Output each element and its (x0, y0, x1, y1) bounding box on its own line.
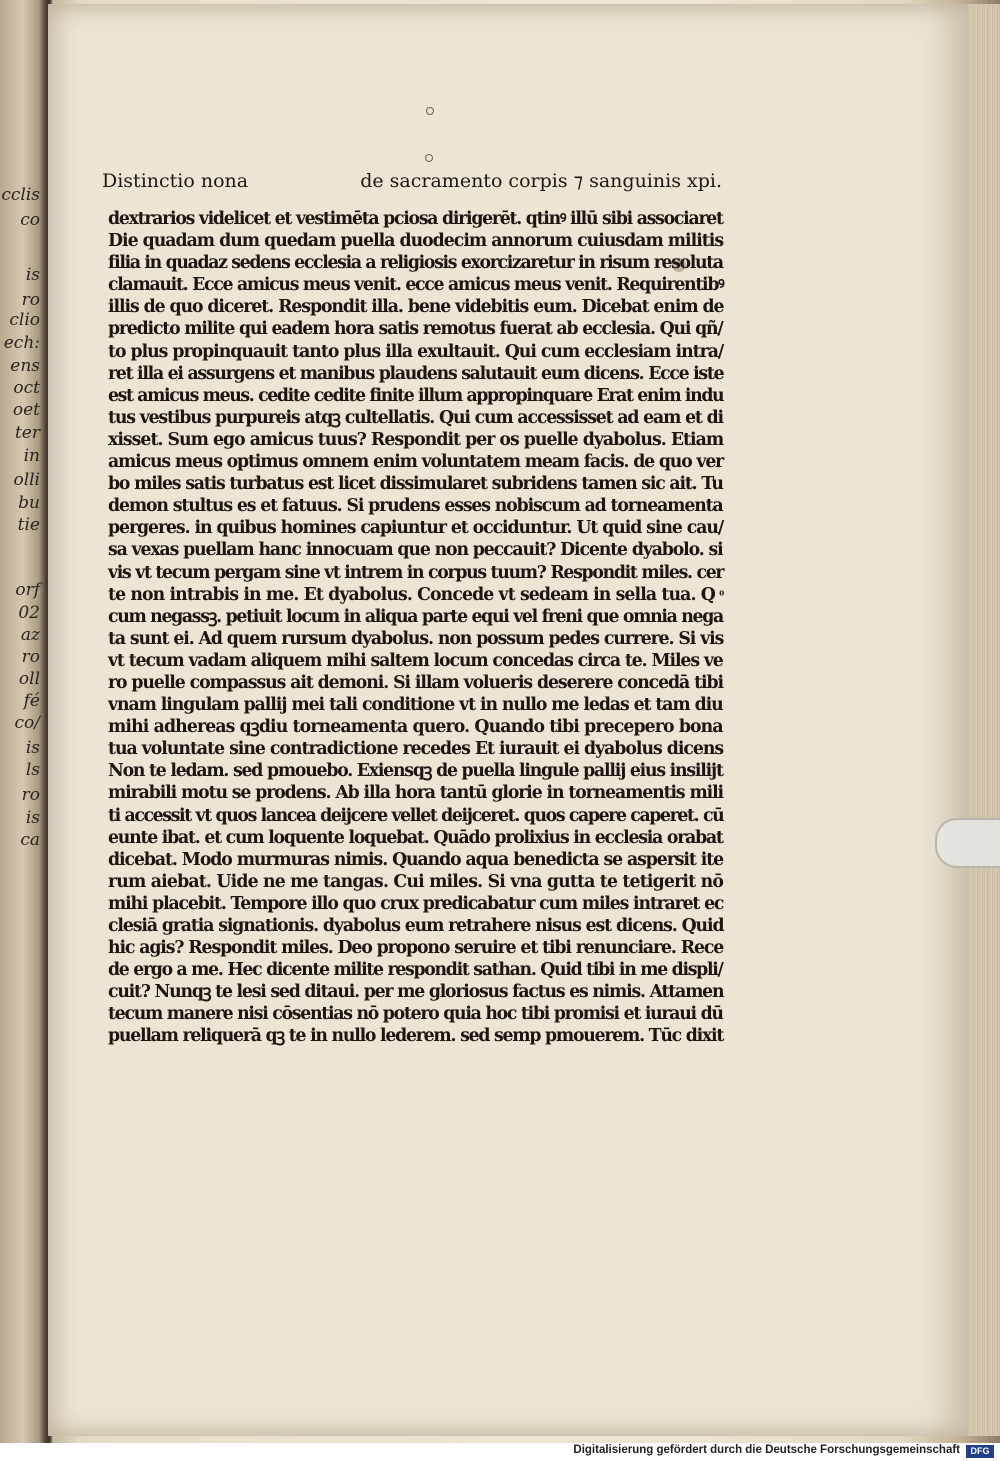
text-line: de ergo a me. Hec dicente milite respondit sathan. Quid tibi in me displi/ (108, 960, 723, 981)
facing-page-fragment: cclis (1, 185, 40, 205)
facing-page-fragment: co (20, 210, 40, 230)
text-line: predicto milite qui eadem hora satis remotus fuerat ab ecclesia. Qui qñ/ (108, 319, 723, 340)
text-line: clesiā gratia signationis. dyabolus eum retrahere nisus est dicens. Quid (108, 916, 724, 936)
text-line: te non intrabis in me. Et dyabolus. Concede vt sedeam in sella tua. Q ͦ (108, 584, 724, 605)
text-line: illis de quo diceret. Respondit illa. bene videbitis eum. Dicebat enim de (108, 297, 724, 318)
text-line: tus vestibus purpureis atqꝫ cultellatis. Qui cum accessisset ad eam et di (108, 407, 723, 428)
text-line: tecum manere nisi cōsentias nō potero quia hoc tibi promisi et iuraui dū (108, 1004, 723, 1025)
facing-page-fragment: fé (23, 691, 40, 711)
facing-page-fragment: olli (13, 470, 40, 490)
text-line: dextrarios videlicet et vestimēta pciosa dirigerēt. qtinꝰ illū sibi associaret (108, 209, 723, 229)
text-line: xisset. Sum ego amicus tuus? Respondit per os puelle dyabolus. Etiam (108, 429, 724, 450)
facing-page-fragment: ro (21, 785, 40, 805)
facing-page-edge (0, 0, 46, 1443)
text-line: ta sunt ei. Ad quem rursum dyabolus. non possum pedes currere. Si vis (108, 628, 724, 649)
text-line: est amicus meus. cedite cedite finite illum appropinquare Erat enim indu (108, 385, 724, 406)
text-line: ro puelle compassus ait demoni. Si illam volueris deserere concedā tibi (108, 672, 723, 693)
text-line: vis vt tecum pergam sine vt intrem in corpus tuum? Respondit miles. cer (108, 562, 724, 583)
text-line: Die quadam dum quedam puella duodecim annorum cuiusdam militis (108, 231, 724, 252)
facing-page-fragment: in (23, 446, 40, 466)
facing-page-fragment: ro (21, 290, 40, 310)
page-stack-edges (968, 4, 1000, 1436)
text-line: hic agis? Respondit miles. Deo propono seruire et tibi renunciare. Rece (108, 938, 724, 959)
facing-page-fragment: is (25, 265, 40, 285)
facing-page-fragment: 02 (18, 603, 40, 623)
text-line: rum aiebat. Uide ne me tangas. Cui miles. Si vna gutta te tetigerit nō (108, 871, 724, 892)
bookmark-tab (935, 818, 1000, 868)
facing-page-fragment: ro (21, 647, 40, 667)
text-line: puellam reliquerā qꝫ te in nullo lederem. sed semp pmouerem. Tūc dixit (108, 1026, 724, 1047)
text-line: filia in quadaz sedens ecclesia a religiosis exorcizaretur in risum resoluta (108, 253, 723, 274)
text-line: ret illa ei assurgens et manibus plaudens salutauit eum dicens. Ecce iste (108, 363, 724, 384)
facing-page-fragment: clio (9, 310, 40, 330)
facing-page-fragment: ls (25, 760, 40, 780)
text-line: mihi adhereas qꝫdiu torneamenta quero. Quando tibi precepero bona (108, 717, 723, 738)
text-line: mirabili motu se prodens. Ab illa hora tantū glorie in torneamentis mili (108, 783, 724, 804)
text-line: vt tecum vadam aliquem mihi saltem locum concedas circa te. Miles ve (108, 650, 723, 671)
text-line: vnam lingulam pallij mei tali conditione vt in nullo me ledas et tam diu (108, 695, 723, 716)
text-block (108, 208, 728, 1048)
facing-page-fragment: tie (17, 515, 40, 535)
facing-page-fragment: is (25, 738, 40, 758)
text-line: cum negassꝫ. petiuit locum in aliqua parte equi vel freni que omnia nega (108, 606, 723, 627)
facing-page-fragment: ter (14, 423, 40, 443)
text-line: cuit? Nunqꝫ te lesi sed ditaui. per me gloriosus factus es nimis. Attamen (108, 982, 724, 1003)
facing-page-fragment: oct (13, 378, 40, 398)
text-line: clamauit. Ecce amicus meus venit. ecce amicus meus venit. Requirentibꝰ (108, 275, 724, 296)
pin-mark (425, 154, 433, 162)
text-line: amicus meus optimus omnem enim voluntatem meam facis. de quo ver (108, 452, 724, 473)
facing-page-fragment: ens (10, 356, 40, 376)
facing-page-fragment: oll (18, 669, 40, 689)
facing-page-fragment: bu (18, 493, 40, 513)
dfg-logo: DFG (966, 1445, 994, 1458)
facing-page-fragment: ech: (3, 333, 40, 353)
text-line: dicebat. Modo murmuras nimis. Quando aqua benedicta se aspersit ite (108, 849, 724, 870)
text-line: pergeres. in quibus homines capiuntur et occiduntur. Ut quid sine cau/ (108, 518, 724, 539)
footer-credit: Digitalisierung gefördert durch die Deutsche Forschungsgemeinschaft (573, 1444, 960, 1456)
text-line: sa vexas puellam hanc innocuam que non peccauit? Dicente dyabolo. si (108, 540, 723, 561)
footer-bar (0, 1443, 1000, 1461)
facing-page-fragment: is (25, 808, 40, 828)
text-line: demon stultus es et fatuus. Si prudens esses nobiscum ad torneamenta (108, 496, 723, 517)
text-line: mihi placebit. Tempore illo quo crux predicabatur cum miles intraret ec (108, 893, 724, 914)
running-head (102, 170, 722, 200)
text-line: bo miles satis turbatus est licet dissimularet subridens tamen sic ait. Tu (108, 474, 723, 495)
running-head-right: de sacramento corpis ⁊ sanguinis xpi. (360, 170, 722, 192)
text-line: Non te ledam. sed pmouebo. Exiensqꝫ de puella lingule pallij eius insilijt (108, 761, 723, 782)
text-line: ti accessit vt quos lancea deijcere vellet deijceret. quos capere caperet. cū (108, 805, 724, 826)
text-line: eunte ibat. et cum loquente loquebat. Quādo prolixius in ecclesia orabat (108, 827, 723, 848)
facing-page-fragment: ca (20, 830, 40, 850)
facing-page-fragment: orf (15, 580, 40, 600)
facing-page-fragment: oet (12, 400, 40, 420)
facing-page-fragment: az (20, 625, 40, 645)
facing-page-fragment: co/ (14, 713, 40, 733)
text-line: to plus propinquauit tanto plus illa exultauit. Qui cum ecclesiam intra/ (108, 341, 724, 362)
pin-mark (426, 107, 434, 115)
text-line: tua voluntate sine contradictione recedes Et iurauit ei dyabolus dicens (108, 739, 724, 760)
running-head-left: Distinctio nona (102, 170, 249, 192)
